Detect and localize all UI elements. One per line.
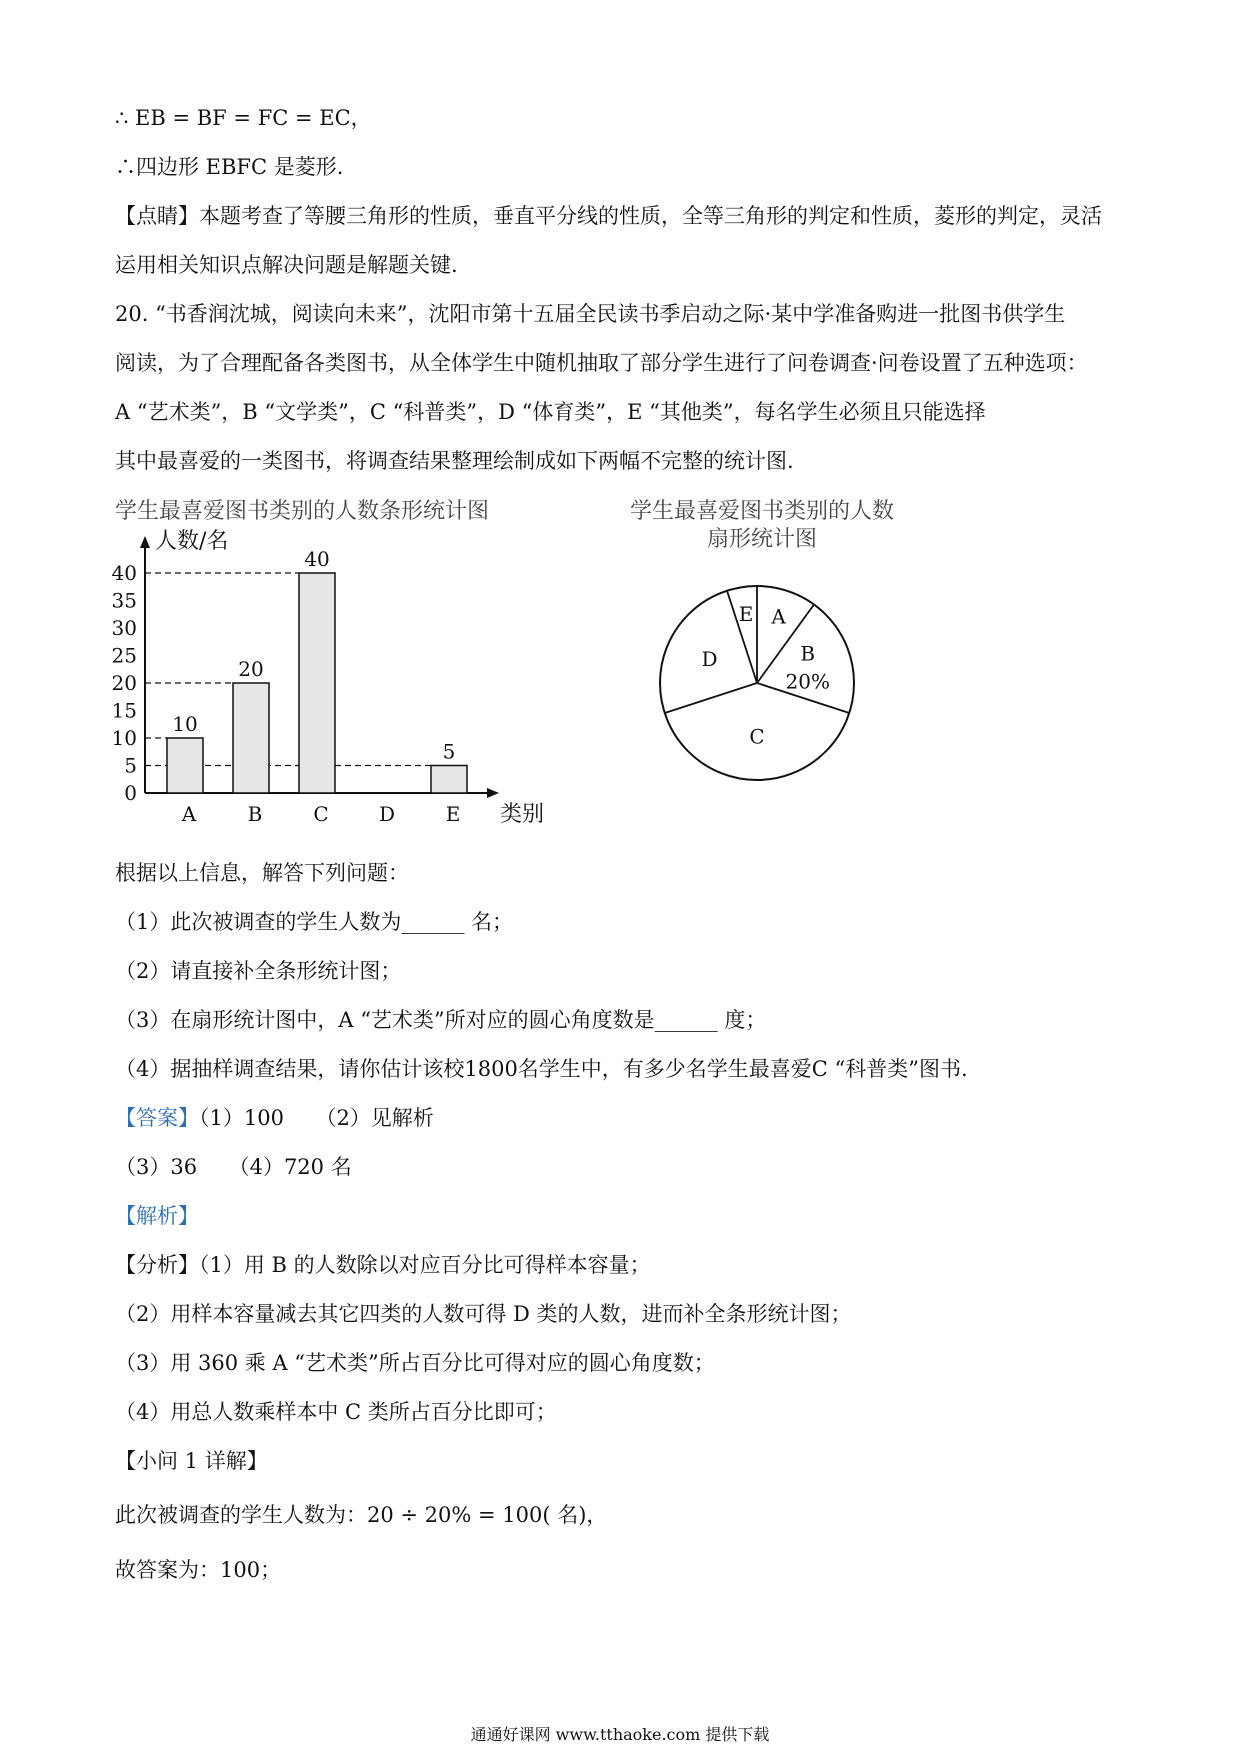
question-intro: 根据以上信息，解答下列问题： <box>115 861 409 885</box>
y-tick-label: 40 <box>111 561 137 585</box>
y-tick-label: 15 <box>111 698 137 723</box>
dianjing-line-1: 【点睛】本题考查了等腰三角形的性质，垂直平分线的性质，全等三角形的判定和性质，菱形的判定，灵活 <box>115 204 1102 228</box>
subquestion-1-heading: 【小问 1 详解】 <box>115 1449 268 1473</box>
bar-label-A: 10 <box>172 712 198 736</box>
y-tick-label: 25 <box>111 643 137 668</box>
pie-label-E: E <box>738 602 754 627</box>
y-axis-arrow <box>140 536 150 548</box>
pie-chart <box>630 499 894 780</box>
x-axis-arrow <box>487 788 499 798</box>
page-footer: 通通好课网 www.tthaoke.com 提供下载 <box>470 1725 770 1744</box>
pie-label-C: C <box>749 724 765 749</box>
bar-chart-title: 学生最喜爱图书类别的人数条形统计图 <box>115 499 490 524</box>
line-2: ∴四边形 EBFC 是菱形. <box>115 155 344 179</box>
problem-20-line-3: A “艺术类”，B “文学类”，C “科普类”，D “体育类”，E “其他类”，每名学生必须且只能选择 <box>115 400 986 424</box>
answer-label: 【答案】 <box>115 1106 199 1130</box>
x-tick-C: C <box>313 802 329 826</box>
analysis-3: （3）用 360 乘 A “艺术类”所占百分比可得对应的圆心角度数； <box>115 1351 715 1375</box>
question-1: （1）此次被调查的学生人数为______ 名； <box>115 910 514 934</box>
pie-percent-B: 20% <box>785 669 830 694</box>
analysis-4: （4）用总人数乘样本中 C 类所占百分比即可； <box>115 1400 557 1424</box>
problem-20-line-2: 阅读，为了合理配备各类图书，从全体学生中随机抽取了部分学生进行了问卷调查·问卷设置了五种选项： <box>115 351 1088 375</box>
question-2: （2）请直接补全条形统计图； <box>115 959 402 983</box>
answer-1: （1）100 （2）见解析 <box>199 1106 434 1130</box>
y-tick-label: 0 <box>124 781 137 805</box>
x-tick-A: A <box>181 802 197 826</box>
bar-chart <box>112 499 544 827</box>
bar-E <box>431 766 467 794</box>
final-answer: 故答案为：100； <box>115 1558 282 1582</box>
y-tick-label: 10 <box>111 726 137 750</box>
x-tick-D: D <box>378 802 396 826</box>
x-tick-E: E <box>445 802 461 826</box>
pie-title-line-1: 学生最喜爱图书类别的人数 <box>629 499 895 524</box>
x-axis-label: 类别 <box>500 802 545 827</box>
question-3: （3）在扇形统计图中，A “艺术类”所对应的圆心角度数是______ 度； <box>115 1008 767 1032</box>
bar-label-E: 5 <box>442 739 456 764</box>
bar-label-B: 20 <box>238 657 264 681</box>
analysis-2: （2）用样本容量减去其它四类的人数可得 D 类的人数，进而补全条形统计图； <box>115 1302 852 1326</box>
pie-label-B: B <box>800 641 816 666</box>
y-tick-label: 35 <box>111 588 137 613</box>
bar-C <box>299 573 335 793</box>
y-tick-label: 30 <box>111 616 137 640</box>
pie-label-D: D <box>701 646 718 671</box>
y-tick-label: 20 <box>111 671 137 695</box>
y-axis-label: 人数/名 <box>155 529 229 554</box>
analysis-1: 【分析】（1）用 B 的人数除以对应百分比可得样本容量； <box>115 1253 651 1277</box>
bar-A <box>167 738 203 793</box>
answer-line-2: （3）36 （4）720 名 <box>115 1155 352 1179</box>
x-tick-B: B <box>247 802 263 826</box>
bar-B <box>233 683 269 793</box>
bar-label-C: 40 <box>304 547 330 571</box>
figures <box>110 488 910 833</box>
calc-line: 此次被调查的学生人数为：20 ÷ 20% = 100( 名)， <box>115 1503 608 1527</box>
pie-title-line-2: 扇形统计图 <box>706 527 818 552</box>
dianjing-line-2: 运用相关知识点解决问题是解题关键. <box>115 253 458 277</box>
problem-20-line-1: 20. “书香润沈城，阅读向未来”，沈阳市第十五届全民读书季启动之际·某中学准备购进一批图书供学生 <box>115 302 1066 326</box>
jiexi-label: 【解析】 <box>115 1204 199 1228</box>
question-4: （4）据抽样调查结果，请你估计该校1800名学生中，有多少名学生最喜爱C “科普类”图书. <box>115 1057 968 1081</box>
pie-label-A: A <box>771 604 786 629</box>
answer-line-1 <box>115 1103 434 1133</box>
line-1: ∴ EB = BF = FC = EC， <box>115 106 372 130</box>
problem-20-line-4: 其中最喜爱的一类图书，将调查结果整理绘制成如下两幅不完整的统计图. <box>115 449 794 473</box>
y-tick-label: 5 <box>124 753 137 778</box>
